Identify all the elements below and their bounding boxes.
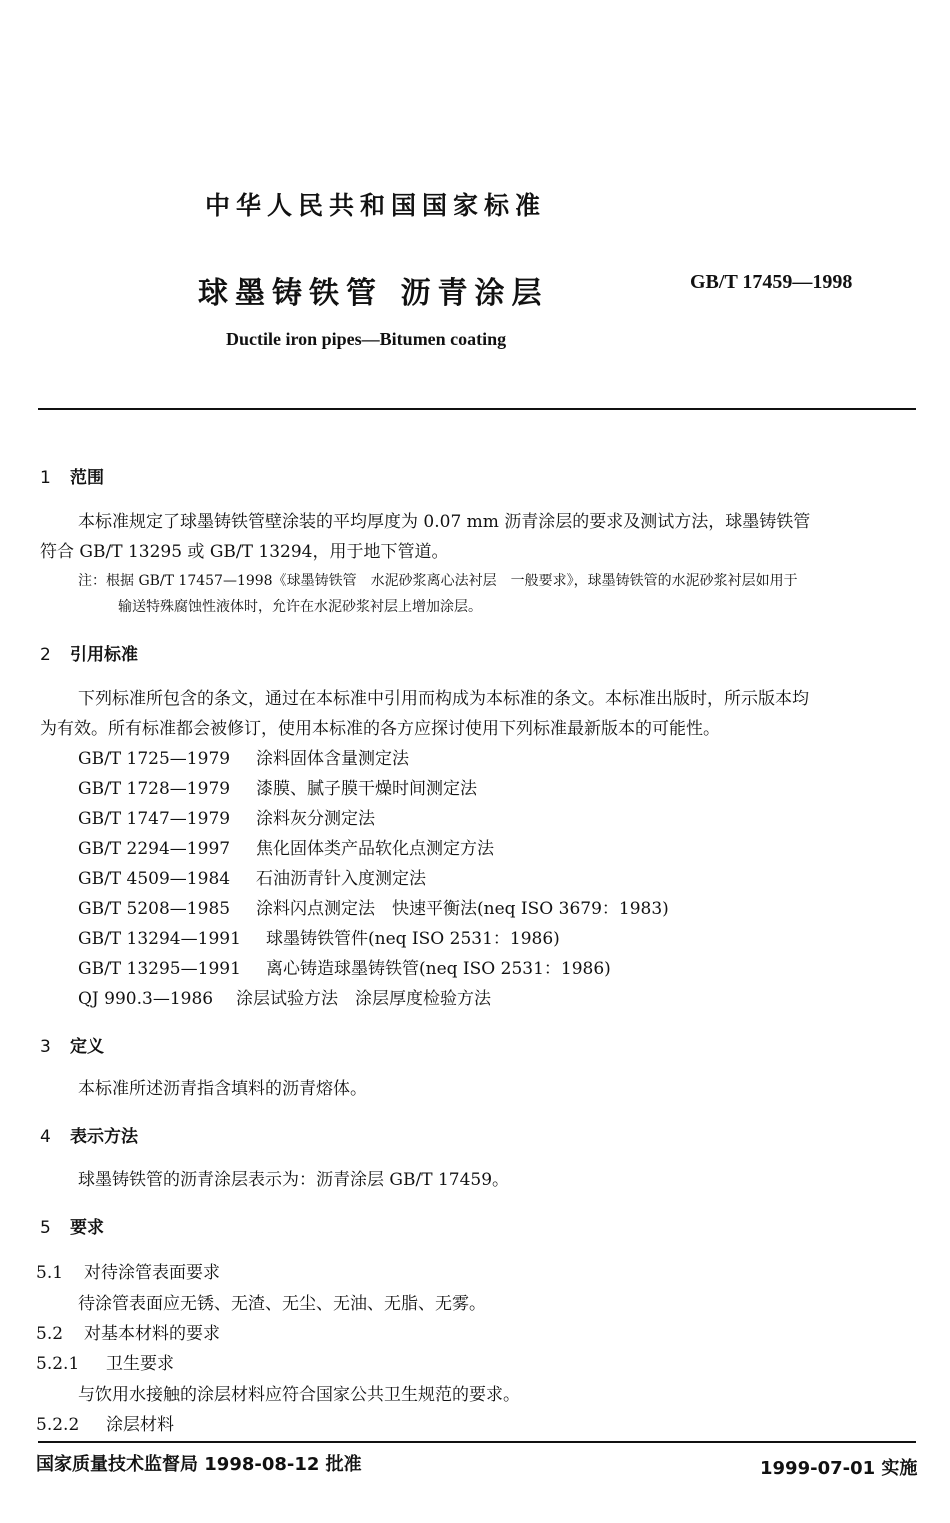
section-4-heading	[40, 1122, 138, 1147]
reference-code: GB/T 2294—1997	[78, 839, 231, 859]
clause-5-1-text: 待涂管表面应无锈、无渣、无尘、无油、无脂、无雾。	[78, 1294, 486, 1314]
clause-5-2-2-title: 涂层材料	[106, 1415, 174, 1435]
reference-item	[78, 834, 494, 859]
reference-item	[78, 894, 669, 919]
reference-item	[78, 744, 409, 769]
clause-5-2-1	[36, 1349, 174, 1374]
clause-5-1-number: 5.1	[36, 1263, 64, 1283]
reference-code: GB/T 1747—1979	[78, 809, 231, 829]
section-2-title: 引用标准	[70, 645, 138, 665]
clause-5-1-title: 对待涂管表面要求	[84, 1263, 220, 1283]
clause-5-2-1-number: 5.2.1	[36, 1354, 80, 1374]
reference-code: QJ 990.3—1986	[78, 989, 214, 1009]
section-3-heading	[40, 1032, 104, 1057]
reference-item	[78, 924, 560, 949]
effective-date: 1999-07-01 实施	[760, 1458, 918, 1479]
reference-name: 离心铸造球墨铸铁管(neq ISO 2531：1986)	[266, 959, 611, 979]
reference-name: 焦化固体类产品软化点测定方法	[256, 839, 494, 859]
clause-5-2-title: 对基本材料的要求	[84, 1324, 220, 1344]
section-2-heading	[40, 640, 138, 665]
clause-5-1	[36, 1258, 220, 1283]
reference-item	[78, 804, 375, 829]
national-standard-label: 中华人民共和国国家标准	[205, 191, 547, 220]
section-4-paragraph: 球墨铸铁管的沥青涂层表示为：沥青涂层 GB/T 17459。	[78, 1170, 510, 1190]
reference-name: 涂料闪点测定法 快速平衡法(neq ISO 3679：1983)	[256, 899, 669, 919]
reference-code: GB/T 4509—1984	[78, 869, 231, 889]
header-divider	[38, 408, 916, 410]
section-1-number: 1	[40, 468, 51, 488]
section-5-title: 要求	[70, 1218, 104, 1238]
standard-number: GB/T 17459—1998	[690, 271, 853, 293]
reference-item	[78, 954, 611, 979]
section-2-number: 2	[40, 645, 51, 665]
section-3-title: 定义	[70, 1037, 104, 1057]
footer-divider	[38, 1441, 916, 1443]
section-5-number: 5	[40, 1218, 51, 1238]
clause-5-2-number: 5.2	[36, 1324, 64, 1344]
clause-5-2-1-text: 与饮用水接触的涂层材料应符合国家公共卫生规范的要求。	[78, 1385, 520, 1405]
clause-5-2-2-number: 5.2.2	[36, 1415, 80, 1435]
section-1-title: 范围	[70, 468, 104, 488]
reference-item	[78, 984, 491, 1009]
section-1-paragraph-line2: 符合 GB/T 13295 或 GB/T 13294，用于地下管道。	[40, 542, 449, 562]
reference-name: 涂料灰分测定法	[256, 809, 375, 829]
reference-name: 球墨铸铁管件(neq ISO 2531：1986)	[266, 929, 560, 949]
clause-5-2-1-title: 卫生要求	[106, 1354, 174, 1374]
reference-name: 涂层试验方法 涂层厚度检验方法	[236, 989, 491, 1009]
reference-code: GB/T 5208—1985	[78, 899, 231, 919]
section-3-paragraph: 本标准所述沥青指含填料的沥青熔体。	[78, 1079, 367, 1099]
reference-item	[78, 864, 426, 889]
reference-code: GB/T 13295—1991	[78, 959, 241, 979]
section-1-note-line1: 注：根据 GB/T 17457—1998《球墨铸铁管 水泥砂浆离心法衬层 一般要求》，球墨铸铁管的水泥砂浆衬层如用于	[78, 573, 798, 589]
section-2-paragraph-line2: 为有效。所有标准都会被修订，使用本标准的各方应探讨使用下列标准最新版本的可能性。	[40, 719, 720, 739]
reference-item	[78, 774, 477, 799]
reference-code: GB/T 13294—1991	[78, 929, 241, 949]
section-2-paragraph-line1: 下列标准所包含的条文，通过在本标准中引用而构成为本标准的条文。本标准出版时，所示版本均	[78, 689, 809, 709]
english-title: Ductile iron pipes—Bitumen coating	[226, 329, 507, 349]
section-1-paragraph-line1: 本标准规定了球墨铸铁管壁涂装的平均厚度为 0.07 mm 沥青涂层的要求及测试方法，球墨铸铁管	[78, 512, 811, 532]
clause-5-2-2	[36, 1410, 174, 1435]
section-1-note-line2: 输送特殊腐蚀性液体时，允许在水泥砂浆衬层上增加涂层。	[118, 599, 482, 615]
clause-5-2	[36, 1319, 220, 1344]
section-1-heading	[40, 463, 104, 488]
section-4-title: 表示方法	[70, 1127, 138, 1147]
reference-code: GB/T 1725—1979	[78, 749, 231, 769]
section-5-heading	[40, 1213, 104, 1238]
reference-name: 涂料固体含量测定法	[256, 749, 409, 769]
reference-name: 漆膜、腻子膜干燥时间测定法	[256, 779, 477, 799]
approval-date: 国家质量技术监督局 1998-08-12 批准	[36, 1454, 362, 1475]
reference-code: GB/T 1728—1979	[78, 779, 231, 799]
section-3-number: 3	[40, 1037, 51, 1057]
reference-name: 石油沥青针入度测定法	[256, 869, 426, 889]
document-title: 球墨铸铁管 沥青涂层	[198, 276, 549, 311]
section-4-number: 4	[40, 1127, 51, 1147]
